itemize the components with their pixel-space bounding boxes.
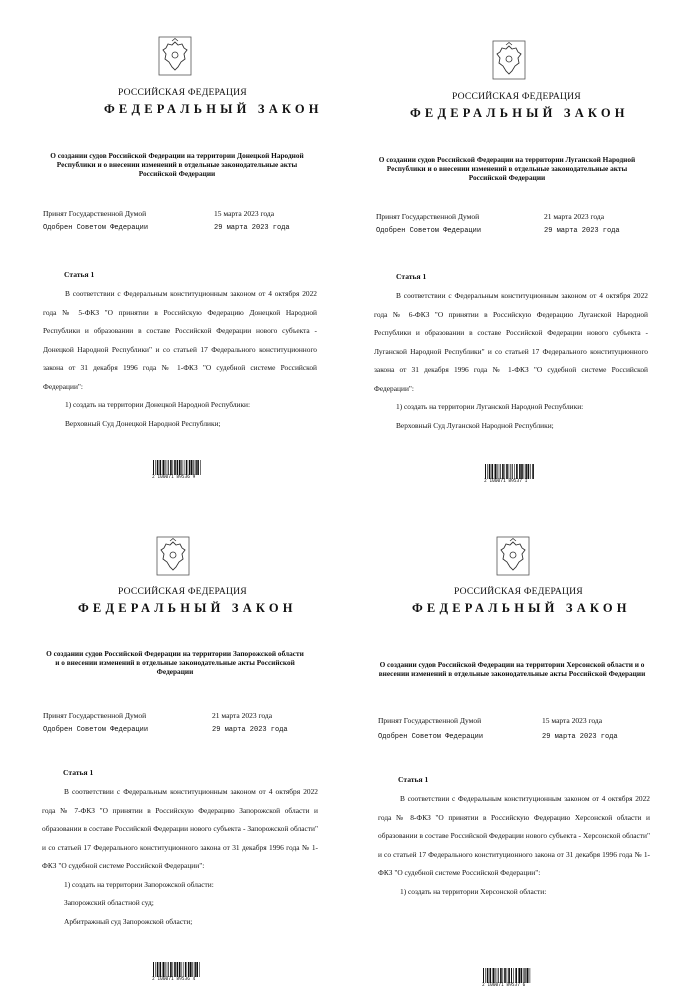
- barcode-stripe: [521, 464, 523, 479]
- barcode-stripe: [155, 962, 156, 977]
- barcode-stripe: [526, 464, 527, 479]
- barcode-stripe: [525, 464, 526, 479]
- adopted-label: Принят Государственной Думой: [378, 716, 482, 725]
- barcode-stripe: [503, 968, 504, 983]
- barcode-stripe: [170, 460, 172, 475]
- barcode-stripe: [153, 962, 154, 977]
- barcode-stripe: [192, 962, 193, 977]
- article-heading: Статья 1: [398, 775, 429, 784]
- article-body: [374, 287, 648, 435]
- article-body: [378, 790, 650, 901]
- barcode: [152, 460, 204, 482]
- barcode-stripe: [524, 464, 525, 479]
- barcode-stripe: [173, 962, 174, 977]
- approved-label: Одобрен Советом Федерации: [43, 224, 149, 232]
- law-subject: О создании судов Российской Федерации на территории Херсонской области и о внесении изменений в отдельные законодательные акты Российской Федерации: [378, 660, 646, 678]
- adopted-date: 15 марта 2023 года: [542, 716, 603, 725]
- law-title: ФЕДЕРАЛЬНЫЙ ЗАКОН: [104, 102, 323, 116]
- barcode-stripe: [153, 460, 154, 475]
- barcode-stripe: [487, 968, 489, 983]
- country-name: РОССИЙСКАЯ ФЕДЕРАЦИЯ: [118, 87, 247, 98]
- barcode-stripe: [189, 460, 191, 475]
- barcode-stripe: [163, 962, 165, 977]
- approved-date: 29 марта 2023 года: [212, 726, 288, 734]
- barcode-stripe: [155, 460, 156, 475]
- barcode-stripe: [527, 968, 529, 983]
- barcode-stripe: [485, 464, 486, 479]
- barcode-bars: [482, 968, 532, 983]
- article-heading: Статья 1: [63, 768, 94, 777]
- law-subject: О создании судов Российской Федерации на территории Запорожской области и о внесении изменений в отдельные законодательные акты Российской Федерации: [46, 649, 304, 676]
- barcode-stripe: [524, 968, 525, 983]
- barcode-stripe: [186, 460, 188, 475]
- barcode-stripe: [505, 464, 506, 479]
- barcode-stripe: [528, 464, 530, 479]
- barcode-stripe: [157, 460, 159, 475]
- barcode-stripe: [165, 460, 166, 475]
- document-page-donetsk: [0, 0, 348, 500]
- barcode-stripe: [493, 968, 495, 983]
- barcode-stripe: [197, 460, 199, 475]
- barcode-stripe: [157, 962, 159, 977]
- barcode-stripe: [165, 962, 166, 977]
- barcode-stripe: [532, 464, 534, 479]
- adopted-label: Принят Государственной Думой: [376, 212, 480, 221]
- barcode-stripe: [188, 962, 190, 977]
- law-subject: О создании судов Российской Федерации на территории Луганской Народной Республики и о внесении изменений в отдельные законодательные акты Российской Федерации: [378, 155, 636, 182]
- barcode-stripe: [181, 962, 182, 977]
- barcode: [482, 968, 534, 990]
- body-paragraph: В соответствии с Федеральным конституционным законом от 4 октября 2022 года № 7-ФКЗ "О принятии в Российскую Федерацию Запорожской области и образовании в составе Российской Федерации нового субъекта - Запорожской области" и со статьей 17 Федерального конституционного закона от 31 декабря 1996 года № 1-ФКЗ "О судебной системе Российской Федерации":: [42, 787, 318, 870]
- document-page-kherson: [348, 500, 696, 1000]
- barcode-stripe: [194, 962, 195, 977]
- barcode-stripe: [185, 962, 187, 977]
- barcode-bars: [152, 962, 202, 977]
- barcode-stripe: [174, 962, 176, 977]
- coat-of-arms-icon: [156, 536, 190, 576]
- adopted-label: Принят Государственной Думой: [43, 711, 147, 720]
- barcode-stripe: [510, 464, 511, 479]
- barcode-stripe: [502, 464, 504, 479]
- barcode-stripe: [183, 962, 184, 977]
- barcode-stripe: [181, 460, 182, 475]
- barcode-stripe: [168, 962, 169, 977]
- barcode-stripe: [490, 968, 492, 983]
- barcode-stripe: [195, 962, 196, 977]
- barcode-stripe: [513, 968, 514, 983]
- barcode-stripe: [160, 962, 162, 977]
- barcode-stripe: [511, 968, 512, 983]
- barcode-stripe: [193, 460, 194, 475]
- barcode-stripe: [498, 464, 499, 479]
- body-paragraph: Запорожский областной суд;: [64, 898, 154, 907]
- body-paragraph: Арбитражный суд Запорожской области;: [64, 916, 193, 926]
- coat-of-arms-icon: [496, 536, 530, 576]
- barcode-stripe: [173, 460, 174, 475]
- barcode-number: 2 100071 89537 1: [484, 479, 528, 484]
- law-title: ФЕДЕРАЛЬНЫЙ ЗАКОН: [412, 601, 631, 615]
- barcode-stripe: [166, 460, 167, 475]
- barcode-stripe: [523, 968, 524, 983]
- document-page-lugansk: [348, 0, 696, 500]
- barcode-stripe: [512, 464, 513, 479]
- body-paragraph: Верховный Суд Луганской Народной Республики;: [396, 420, 554, 430]
- barcode-stripe: [190, 962, 192, 977]
- barcode-number: 2 100071 89536 9: [152, 475, 196, 480]
- barcode-stripe: [518, 968, 520, 983]
- article-body: [42, 783, 318, 931]
- barcode-stripe: [506, 464, 508, 479]
- article-body: [43, 285, 317, 433]
- barcode-stripe: [500, 464, 501, 479]
- body-paragraph: 1) создать на территории Херсонской области:: [400, 886, 547, 896]
- adopted-label: Принят Государственной Думой: [43, 209, 147, 218]
- country-name: РОССИЙСКАЯ ФЕДЕРАЦИЯ: [118, 586, 247, 597]
- adopted-date: 15 марта 2023 года: [214, 209, 275, 218]
- barcode-stripe: [508, 968, 510, 983]
- barcode: [152, 962, 204, 984]
- barcode-stripe: [495, 464, 497, 479]
- approved-label: Одобрен Советом Федерации: [378, 733, 484, 741]
- barcode-stripe: [179, 460, 181, 475]
- barcode-stripe: [504, 968, 506, 983]
- barcode-stripe: [492, 464, 494, 479]
- barcode-stripe: [177, 460, 179, 475]
- barcode-stripe: [168, 460, 169, 475]
- country-name: РОССИЙСКАЯ ФЕДЕРАЦИЯ: [454, 586, 583, 597]
- body-paragraph: 1) создать на территории Луганской Народной Республики:: [396, 402, 584, 411]
- barcode-stripe: [530, 968, 531, 983]
- barcode: [484, 464, 536, 486]
- barcode-stripe: [160, 460, 162, 475]
- approved-date: 29 марта 2023 года: [214, 224, 290, 232]
- law-title: ФЕДЕРАЛЬНЫЙ ЗАКОН: [410, 106, 629, 120]
- barcode-number: 2 100071 89536 4: [152, 977, 196, 982]
- article-heading: Статья 1: [64, 270, 95, 279]
- barcode-stripe: [179, 962, 180, 977]
- body-paragraph: 1) создать на территории Донецкой Народной Республики:: [65, 400, 251, 409]
- body-paragraph: В соответствии с Федеральным конституционным законом от 4 октября 2022 года № 5-ФКЗ "О принятии в Российскую Федерацию Донецкой Народной Республики и образовании в составе Российской Федерации нового субъекта - Донецкой Народной Республики" и со статьей 17 Федерального конституционного закона от 31 декабря 1996 года № 1-ФКЗ "О судебной системе Российской Федерации":: [43, 289, 317, 391]
- barcode-stripe: [196, 962, 198, 977]
- adopted-date: 21 марта 2023 года: [212, 711, 273, 720]
- barcode-stripe: [177, 962, 179, 977]
- barcode-stripe: [184, 460, 185, 475]
- barcode-stripe: [521, 968, 523, 983]
- law-title: ФЕДЕРАЛЬНЫЙ ЗАКОН: [78, 601, 297, 615]
- barcode-stripe: [200, 460, 201, 475]
- barcode-stripe: [509, 464, 510, 479]
- barcode-stripe: [174, 460, 176, 475]
- barcode-stripe: [487, 464, 488, 479]
- barcode-stripe: [516, 464, 518, 479]
- barcode-stripe: [495, 968, 496, 983]
- approved-date: 29 марта 2023 года: [542, 733, 618, 741]
- barcode-stripe: [166, 962, 167, 977]
- barcode-stripe: [196, 460, 197, 475]
- barcode-stripe: [530, 464, 531, 479]
- barcode-stripe: [170, 962, 172, 977]
- approved-label: Одобрен Советом Федерации: [43, 726, 149, 734]
- barcode-stripe: [519, 464, 521, 479]
- barcode-bars: [484, 464, 534, 479]
- barcode-stripe: [514, 464, 515, 479]
- barcode-stripe: [485, 968, 486, 983]
- barcode-stripe: [498, 968, 499, 983]
- barcode-stripe: [483, 968, 484, 983]
- barcode-bars: [152, 460, 202, 475]
- document-page-zaporozhye: [0, 500, 348, 1000]
- barcode-stripe: [191, 460, 193, 475]
- barcode-stripe: [163, 460, 165, 475]
- barcode-stripe: [500, 968, 502, 983]
- country-name: РОССИЙСКАЯ ФЕДЕРАЦИЯ: [452, 91, 581, 102]
- body-paragraph: В соответствии с Федеральным конституционным законом от 4 октября 2022 года № 6-ФКЗ "О принятии в Российскую Федерацию Луганской Народной Республики и образовании в составе Российской Федерации нового субъекта - Луганской Народной Республики" и со статьей 17 Федерального конституционного закона от 31 декабря 1996 года № 1-ФКЗ "О судебной системе Российской Федерации":: [374, 291, 648, 393]
- adopted-date: 21 марта 2023 года: [544, 212, 605, 221]
- body-paragraph: Верховный Суд Донецкой Народной Республики;: [65, 418, 221, 428]
- barcode-stripe: [496, 968, 497, 983]
- article-heading: Статья 1: [396, 272, 427, 281]
- barcode-stripe: [525, 968, 526, 983]
- barcode-stripe: [507, 968, 508, 983]
- barcode-stripe: [195, 460, 196, 475]
- approved-label: Одобрен Советом Федерации: [376, 227, 482, 235]
- coat-of-arms-icon: [492, 40, 526, 80]
- barcode-number: 2 100071 89537 6: [482, 983, 526, 988]
- barcode-stripe: [515, 968, 517, 983]
- coat-of-arms-icon: [158, 36, 192, 76]
- barcode-stripe: [489, 464, 491, 479]
- body-paragraph: 1) создать на территории Запорожской области:: [64, 879, 214, 889]
- barcode-stripe: [199, 962, 200, 977]
- barcode-stripe: [497, 464, 498, 479]
- approved-date: 29 марта 2023 года: [544, 227, 620, 235]
- body-paragraph: В соответствии с Федеральным конституционным законом от 4 октября 2022 года № 8-ФКЗ "О принятии в Российскую Федерацию Херсонской области и образовании в составе Российской Федерации нового субъекта - Херсонской области" и со статьей 17 Федерального конституционного закона от 31 декабря 1996 года № 1-ФКЗ "О судебной системе Российской Федерации":: [378, 794, 650, 877]
- law-subject: О создании судов Российской Федерации на территории Донецкой Народной Республики и о внесении изменений в отдельные законодательные акты Российской Федерации: [50, 151, 304, 178]
